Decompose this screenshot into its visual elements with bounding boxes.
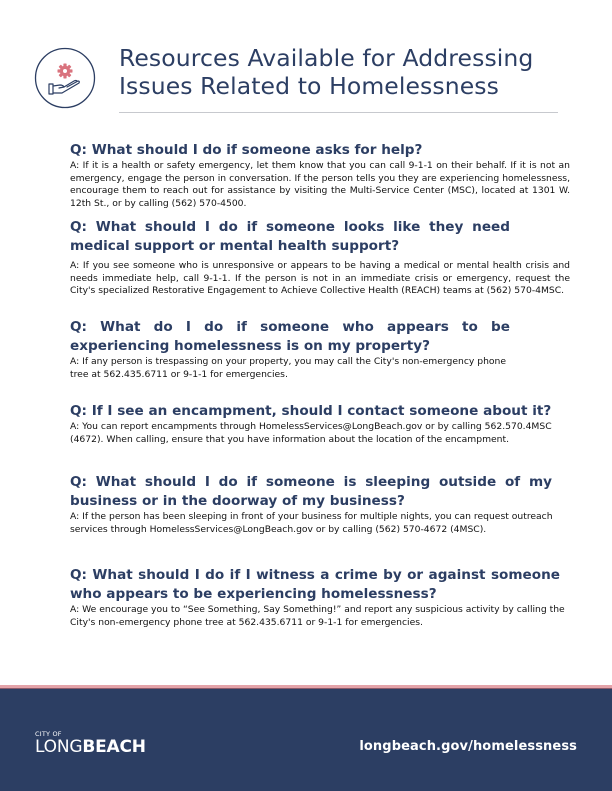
- faq-item: [70, 566, 570, 629]
- faq-answer: A: If any person is trespassing on your property, you may call the City's non-emergency phone tree at 562.435.6711 or 9-1-1 for emergencies.: [70, 356, 506, 380]
- title-line-1: Resources Available for Addressing: [119, 44, 534, 72]
- faq-question: Q: What should I do if someone asks for help?: [70, 142, 423, 158]
- faq-item: [70, 141, 570, 210]
- faq-answer: A: If you see someone who is unresponsive or appears to be having a medical or mental health crisis and needs immediate help, call 9-1-1. If the person is not in an immediate crisis or emergency, request the City's specialized Restorative Engagement to Achieve Collective Health (REACH) teams at (562) 570-4MSC.: [70, 260, 570, 297]
- page-title: [119, 44, 579, 100]
- faq-item: [70, 318, 570, 381]
- faq-item: [70, 473, 570, 536]
- city-logo-long: LONG: [35, 737, 83, 757]
- faq-item: [70, 218, 570, 298]
- city-logo: [35, 731, 146, 756]
- city-logo-wordmark: [35, 738, 146, 756]
- faq-answer: A: You can report encampments through HomelessServices@LongBeach.gov or by calling 562.570.4MSC (4672). When calling, ensure that you have information about the location of the encampment.: [70, 421, 552, 445]
- page-footer: [0, 689, 612, 791]
- faq-question: Q: What should I do if I witness a crime by or against someone who appears to be experiencing homelessness?: [70, 567, 560, 602]
- hand-with-gear-icon: [34, 47, 96, 109]
- faq-answer: A: If the person has been sleeping in front of your business for multiple nights, you can request outreach services through HomelessServices@LongBeach.gov or by calling (562) 570-4672 (4MSC).: [70, 511, 553, 535]
- faq-question: Q: What should I do if someone looks like they need medical support or mental health support?: [70, 219, 510, 254]
- city-logo-beach: BEACH: [82, 737, 146, 757]
- title-line-2: Issues Related to Homelessness: [119, 72, 499, 100]
- faq-question: Q: What do I do if someone who appears to be experiencing homelessness is on my property?: [70, 319, 510, 354]
- faq-item: [70, 402, 570, 446]
- website-link[interactable]: longbeach.gov/homelessness: [359, 739, 577, 754]
- page-header: [0, 0, 612, 120]
- city-logo-prefix: CITY OF: [35, 730, 62, 738]
- title-divider: [119, 112, 558, 113]
- faq-answer: A: If it is a health or safety emergency, let them know that you can call 9-1-1 on their behalf. If it is not an emergency, engage the person in conversation. If the person tells you they are experiencing homelessness, encourage them to reach out for assistance by visiting the Multi-Service Center (MSC), located at 1301 W. 12th St., or by calling (562) 570-4500.: [70, 160, 570, 209]
- faq-question: Q: If I see an encampment, should I contact someone about it?: [70, 403, 552, 419]
- faq-question: Q: What should I do if someone is sleeping outside of my business or in the doorway of my business?: [70, 474, 552, 509]
- faq-answer: A: We encourage you to “See Something, Say Something!” and report any suspicious activity by calling the City's non-emergency phone tree at 562.435.6711 or 9-1-1 for emergencies.: [70, 604, 565, 628]
